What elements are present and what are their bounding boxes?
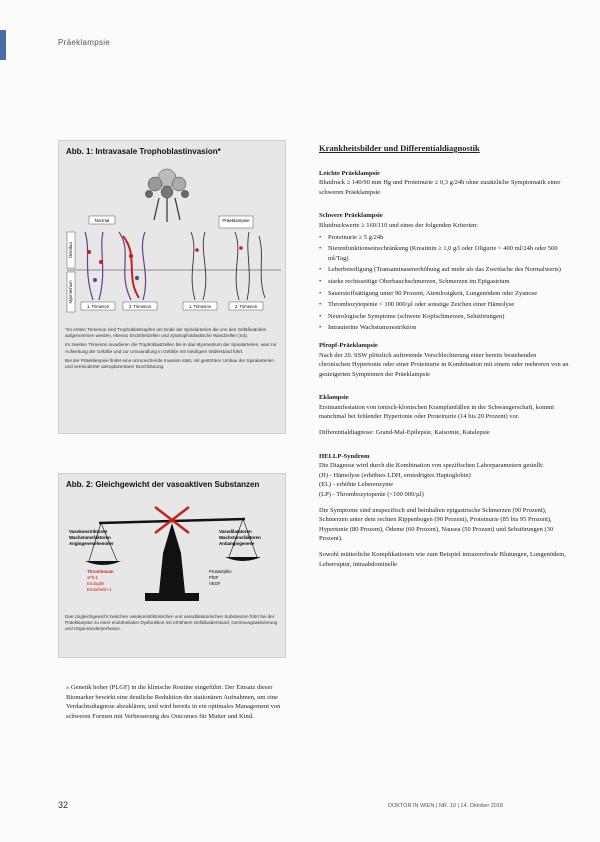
vessel-preeclampsia-1: [191, 232, 206, 300]
caption-1-para: Bei der Präeklampsie findet eine unzureichende Invasion statt, mit gestörtem Umbau der Spiralarterien und verminderter uteroplazentarer Durchblutung.: [65, 357, 274, 370]
subsection-title: Schwere Präeklampsie: [319, 212, 383, 220]
list-item: • starke rechtsseitige Oberbauchschmerzen, Schmerzen im Epigastrium: [319, 277, 569, 287]
label-tri1b: 1. Trimenon: [188, 304, 212, 309]
subsection-body: Sowohl mütterliche Komplikationen wie zum Beispiel intrazerebrale Blutungen, Lungenödem, Leberruptur, intraabdominelle: [319, 551, 566, 568]
label-myometrium: Myometrium: [68, 280, 73, 304]
right-column: [319, 144, 569, 569]
figure-2-box: [58, 473, 286, 658]
figure-2-title: Abb. 2: Gleichgewicht der vasoaktiven Substanzen: [66, 480, 260, 489]
figure-2-caption: [65, 614, 279, 636]
red-label-1: Thromboxan: [87, 569, 114, 574]
left-label-3: Angiogenesehemmer: [69, 541, 114, 546]
subsection-body: Blutdruckwerte ≥ 160/110 und eines der folgenden Kriterien:: [319, 221, 479, 229]
left-column-text: [66, 683, 288, 721]
left-label-2: Wachstumsfaktoren: [69, 535, 111, 540]
trophoblast-illustration: [59, 160, 285, 320]
right-label-2: Wachstumsfaktoren: [219, 535, 261, 540]
subsection-body: Erstmanifestation von tonisch-klonischen Krampfanfällen in der Schwangerschaft, kommt manchmal bei fehlender Hypertonie oder Proteinurie (14 bis 20 Prozent) vor.: [319, 403, 555, 421]
list-item: • Neurologische Symptome (schwere Kopfschmerzen, Sehstörungen): [319, 312, 569, 322]
subsection-title: Leichte Präeklampsie: [319, 169, 380, 177]
subsection-title: Eklampsie: [319, 394, 349, 402]
balance-illustration: [59, 493, 285, 611]
subsection-body: Die Diagnose wird durch die Kombination von spezifischen Laborparametern gestellt: (H) - Hämolyse (erhöhtes LDH, erniedrigtes Haptoglobin) (EL) - erhöhte Leberenzyme (LP) - Thrombozytopenie (<100 000/µl): [319, 462, 544, 499]
red-label-3: Endoglin: [87, 581, 105, 586]
placenta-drawing: [145, 169, 189, 222]
caption-1-para: Im zweiten Trimenon invadieren die Trophoblastzellen bis in das Myometrium der Spiralarterien, was zur Aufweitung der Gefäße und zur Umwandlung in Gefäße mit niedrigem Widerstand führt.: [65, 342, 277, 354]
label-normal: Normal: [94, 218, 110, 223]
left-label-1: Vasokonstriktoren: [69, 529, 108, 534]
caption-2-para: Das Ungleichgewicht zwischen vasokonstriktorischen und vasodilatatorischen Substanzen führt bei der Präeklampsie zu einer endothelialen Dysfunktion mit erhöhtem Gefäßwiderstand, Gerinnungsaktivierung und Organminderperfusion.: [65, 614, 278, 632]
subsection-title: HELLP-Syndrom: [319, 452, 370, 460]
label-tri2b: 2. Trimenon: [234, 304, 258, 309]
list-item: • Nierenfunktionseinschränkung (Kreatinin ≥ 1,0 g/l oder Oligurie < 400 ml/24h oder 500 ml/Tag): [319, 244, 569, 263]
list-item: • Intrauterine Wachstumsrestriktion: [319, 323, 569, 333]
right-small-1: Prostazyklin: [209, 569, 232, 574]
section-heading: Krankheitsbilder und Differentialdiagnostik: [319, 143, 480, 153]
subsection-title: Pfropf-Präeklampsie: [319, 341, 378, 349]
right-small-2: PlGF: [209, 575, 219, 580]
list-item: • Sauerstoffsättigung unter 90 Prozent, Atemlosigkeit, Lungenödem oder Zyanose: [319, 289, 569, 299]
criteria-list: [319, 233, 569, 333]
figure-1-caption: [65, 327, 279, 373]
subsection-body: Die Symptome sind unspezifisch und beinhalten epigastrische Schmerzen (90 Prozent), Schmerzen unter dem rechten Rippenbogen (90 Prozent), Proteinurie (85 bis 95 Prozent), Hypertonie (80 Prozent), Ödeme (60 Prozent), Nausea (50 Prozent) und Sehstörungen (30 Prozent).: [319, 506, 554, 543]
vessel-preeclampsia-2: [235, 232, 265, 300]
journal-footer: DOKTOR IN WIEN | NR. 10 | 14. Oktober 2018: [388, 803, 503, 809]
right-small-3: VEGF: [209, 581, 221, 586]
subsection-body: Nach der 20. SSW plötzlich auftretende Verschlechterung einer bereits bestehenden chronischen Hypertonie oder einer Proteinurie in Kombination mit einem oder mehreren von an gesteigerten Symptomen der Präeklampsie: [319, 351, 569, 378]
label-tri1: 1. Trimenon: [86, 304, 110, 309]
label-preeclampsia: Präeklampsie: [222, 218, 250, 223]
subsection-body: Differentialdiagnose: Grand-Mal-Epilepsie, Kaisomie, Katalepsie: [319, 429, 490, 437]
list-item: • Proteinurie ≥ 5 g/24h: [319, 233, 569, 243]
vessel-normal-1: [85, 232, 103, 300]
figure-1-box: [58, 140, 286, 434]
figure-1-title: Abb. 1: Intravasale Trophoblastinvasion*: [66, 147, 221, 156]
list-item: • Thrombozytopenie < 100 000/µl oder sonstige Zeichen einer Hämolyse: [319, 300, 569, 310]
label-decidua: Dezidua: [68, 242, 73, 258]
body-paragraph: » Genetik hoher (PLGF) in die klinische Routine eingeführt. Der Einsatz dieser Biomarker bewirkt eine deutliche Reduktion der stationären Aufnahmen, um eine Verdachtsdiagnose abzuklären, und wird bereits in ein optimales Management von schweren Formen mit Verbesserung des Outcomes für Mutter und Kind.: [66, 684, 281, 720]
list-item: • Leberbeteiligung (Transaminasenerhöhung auf mehr als das Zweifache des Normalwerts): [319, 265, 569, 275]
right-label-1: Vasodilatatoren: [219, 529, 252, 534]
edge-marker: [0, 30, 6, 60]
subsection-body: Blutdruck ≥ 140/90 mm Hg und Proteinurie ≥ 0,3 g/24h ohne zusätzliche Symptomatik einer schweren Präeklampsie: [319, 179, 561, 196]
label-tri2: 2. Trimenon: [128, 304, 152, 309]
right-label-3: Antiangiogenese: [219, 541, 255, 546]
vessel-normal-2: [119, 232, 146, 300]
red-label-4: Endothelin-1: [87, 587, 112, 592]
caption-1-para: *Im ersten Trimenon sind Trophoblastzapfen am Ende der Spiralarterien die von den Gefäßwänden aufgenommen werden, ebenso Endothelzellen und zytotrophoblastische Wandzellen (rot).: [65, 327, 267, 339]
balance-stand: [159, 523, 185, 593]
running-head: Präeklampsie: [58, 38, 111, 47]
page-number: 32: [58, 800, 69, 810]
red-label-2: sFlt-1: [87, 575, 98, 580]
